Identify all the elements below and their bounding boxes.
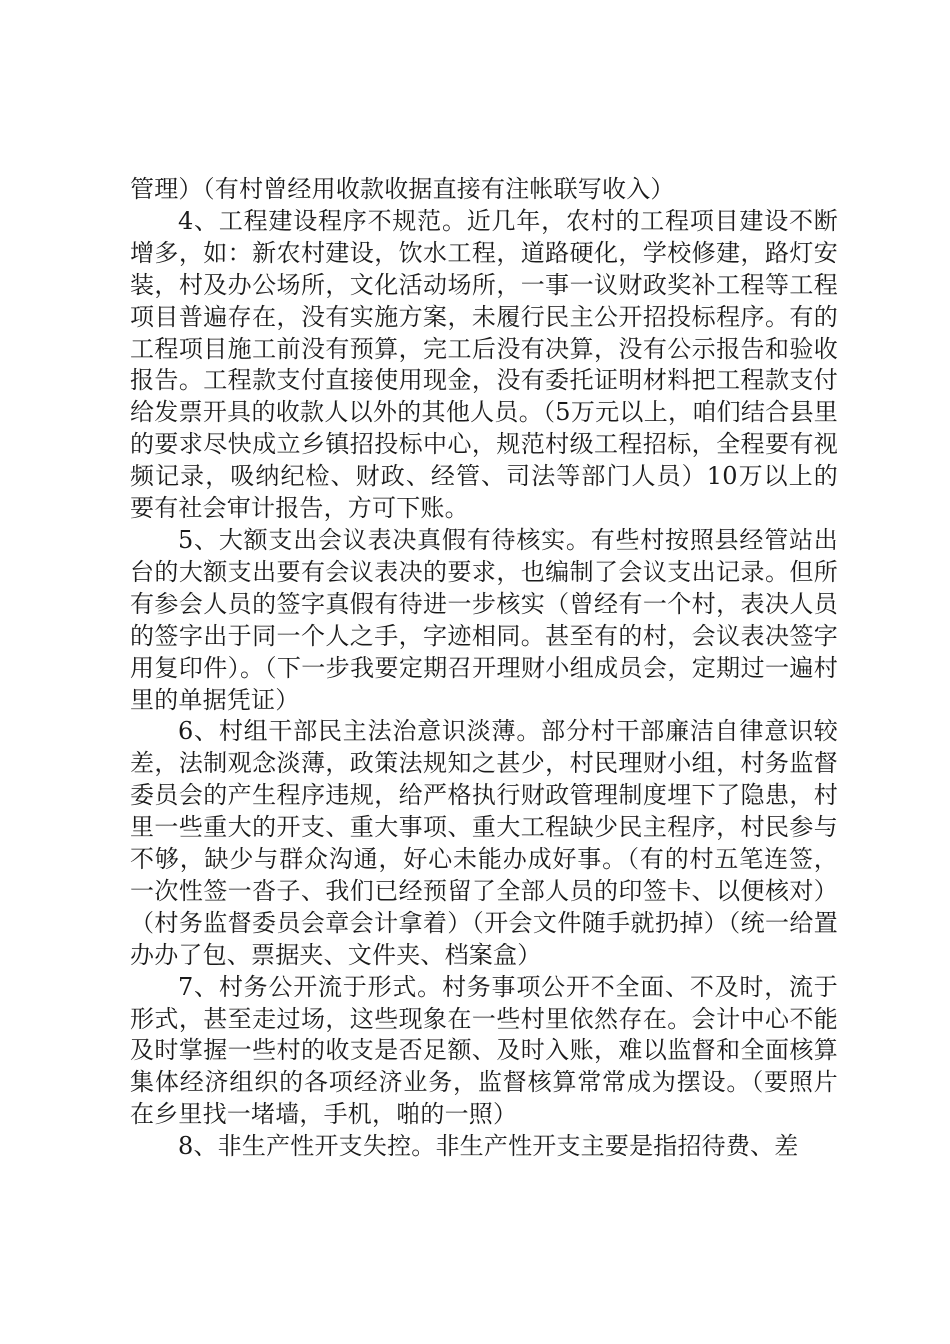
paragraph-item-8: 8、非生产性开支失控。非生产性开支主要是指招待费、差	[178, 1132, 799, 1161]
document-body	[130, 174, 838, 1163]
paragraph-continuation: 管理）（有村曾经用收款收据直接有注帐联写收入）	[130, 175, 675, 203]
paragraph-item-4: 4、工程建设程序不规范。近几年，农村的工程项目建设不断增多，如：新农村建设，饮水工程，道路硬化，学校修建，路灯安装，村及办公场所，文化活动场所，一事一议财政奖补工程等工程项目普遍存在，没有实施方案，未履行民主公开招投标程序。有的工程项目施工前没有预算，完工后没有决算，没有公示报告和验收报告。工程款支付直接使用现金，没有委托证明材料把工程款支付给发票开具的收款人以外的其他人员。（5万元以上，咱们结合县里的要求尽快成立乡镇招投标中心，规范村级工程招标，全程要有视频记录，吸纳纪检、财政、经管、司法等部门人员）10万以上的要有社会审计报告，方可下账。	[130, 206, 838, 523]
paragraph-item-5: 5、大额支出会议表决真假有待核实。有些村按照县经管站出台的大额支出要有会议表决的要求，也编制了会议支出记录。但所有参会人员的签字真假有待进一步核实（曾经有一个村，表决人员的签字出于同一个人之手，字迹相同。甚至有的村，会议表决签字用复印件）。（下一步我要定期召开理财小组成员会，定期过一遍村里的单据凭证）	[130, 525, 838, 714]
paragraph-item-7: 7、村务公开流于形式。村务事项公开不全面、不及时，流于形式，甚至走过场，这些现象在一些村里依然存在。会计中心不能及时掌握一些村的收支是否足额、及时入账，难以监督和全面核算集体经济组织的各项经济业务，监督核算常常成为摆设。（要照片在乡里找一堵墙，手机，啪的一照）	[130, 972, 838, 1129]
paragraph-item-6: 6、村组干部民主法治意识淡薄。部分村干部廉洁自律意识较差，法制观念淡薄，政策法规知之甚少，村民理财小组，村务监督委员会的产生程序违规，给严格执行财政管理制度埋下了隐患，村里一些重大的开支、重大事项、重大工程缺少民主程序，村民参与不够，缺少与群众沟通，好心未能办成好事。（有的村五笔连签，一次性签一沓子、我们已经预留了全部人员的印签卡、以便核对）（村务监督委员会章会计拿着）（开会文件随手就扔掉）（统一给置办办了包、票据夹、文件夹、档案盒）	[130, 717, 838, 969]
